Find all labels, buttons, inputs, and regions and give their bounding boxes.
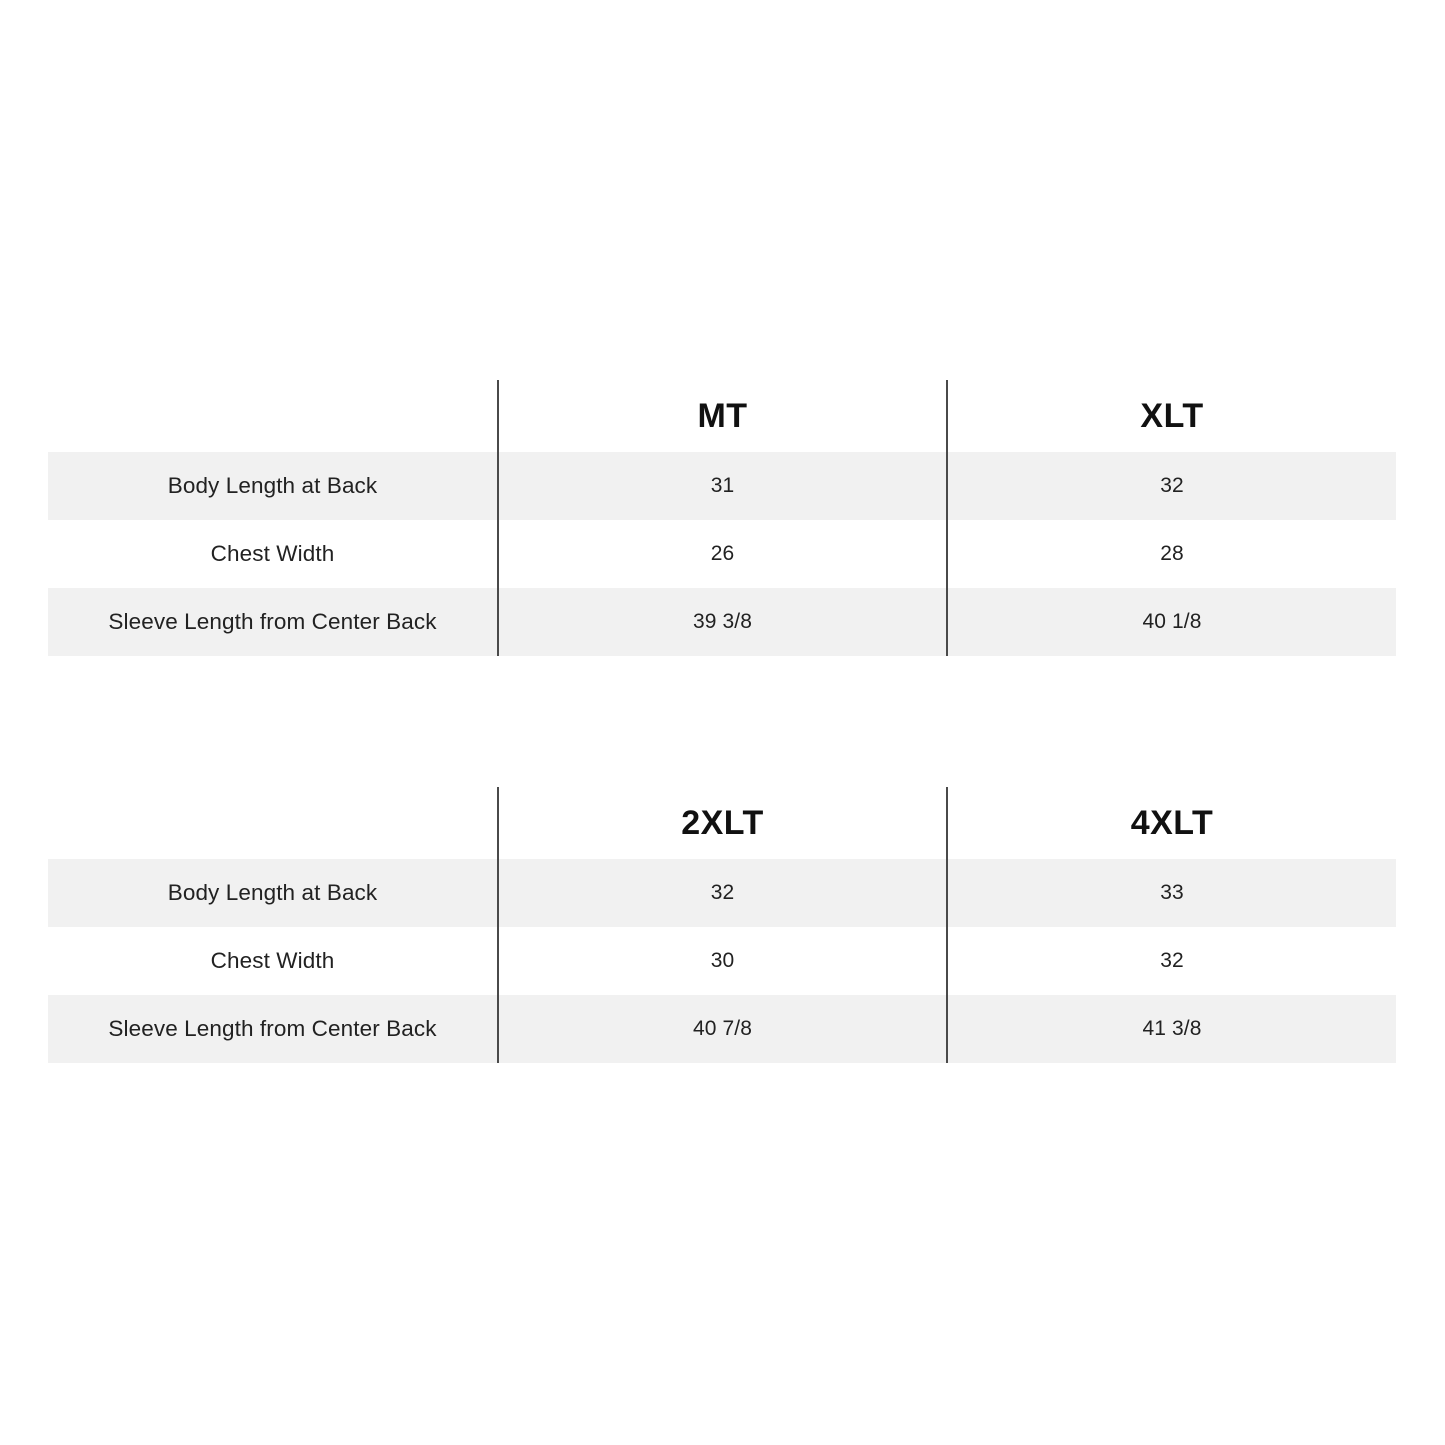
table-header	[48, 787, 1396, 859]
table-row	[48, 520, 1396, 588]
table-row	[48, 452, 1396, 520]
measurement-value: 32	[498, 859, 947, 927]
measurement-label: Chest Width	[48, 520, 498, 588]
size-table-mt-xlt	[48, 380, 1396, 656]
column-header-size-2: 4XLT	[947, 787, 1396, 859]
table-row	[48, 859, 1396, 927]
table-header	[48, 380, 1396, 452]
measurement-value: 39 3/8	[498, 588, 947, 656]
measurement-label: Sleeve Length from Center Back	[48, 588, 498, 656]
measurement-label: Body Length at Back	[48, 452, 498, 520]
measurement-value: 30	[498, 927, 947, 995]
measurement-value: 31	[498, 452, 947, 520]
measurement-value: 41 3/8	[947, 995, 1396, 1063]
table-row	[48, 995, 1396, 1063]
size-table-2xlt-4xlt	[48, 787, 1396, 1063]
measurement-value: 33	[947, 859, 1396, 927]
header-corner-cell	[48, 787, 498, 859]
measurement-value: 28	[947, 520, 1396, 588]
measurement-value: 40 7/8	[498, 995, 947, 1063]
header-row	[48, 787, 1396, 859]
measurement-value: 32	[947, 927, 1396, 995]
measurement-value: 26	[498, 520, 947, 588]
header-corner-cell	[48, 380, 498, 452]
measurement-label: Sleeve Length from Center Back	[48, 995, 498, 1063]
column-header-size-1: 2XLT	[498, 787, 947, 859]
measurement-label: Body Length at Back	[48, 859, 498, 927]
header-row	[48, 380, 1396, 452]
table-body	[48, 452, 1396, 656]
column-header-size-2: XLT	[947, 380, 1396, 452]
measurement-value: 40 1/8	[947, 588, 1396, 656]
table-row	[48, 927, 1396, 995]
table-row	[48, 588, 1396, 656]
measurement-label: Chest Width	[48, 927, 498, 995]
table-body	[48, 859, 1396, 1063]
column-header-size-1: MT	[498, 380, 947, 452]
measurement-value: 32	[947, 452, 1396, 520]
